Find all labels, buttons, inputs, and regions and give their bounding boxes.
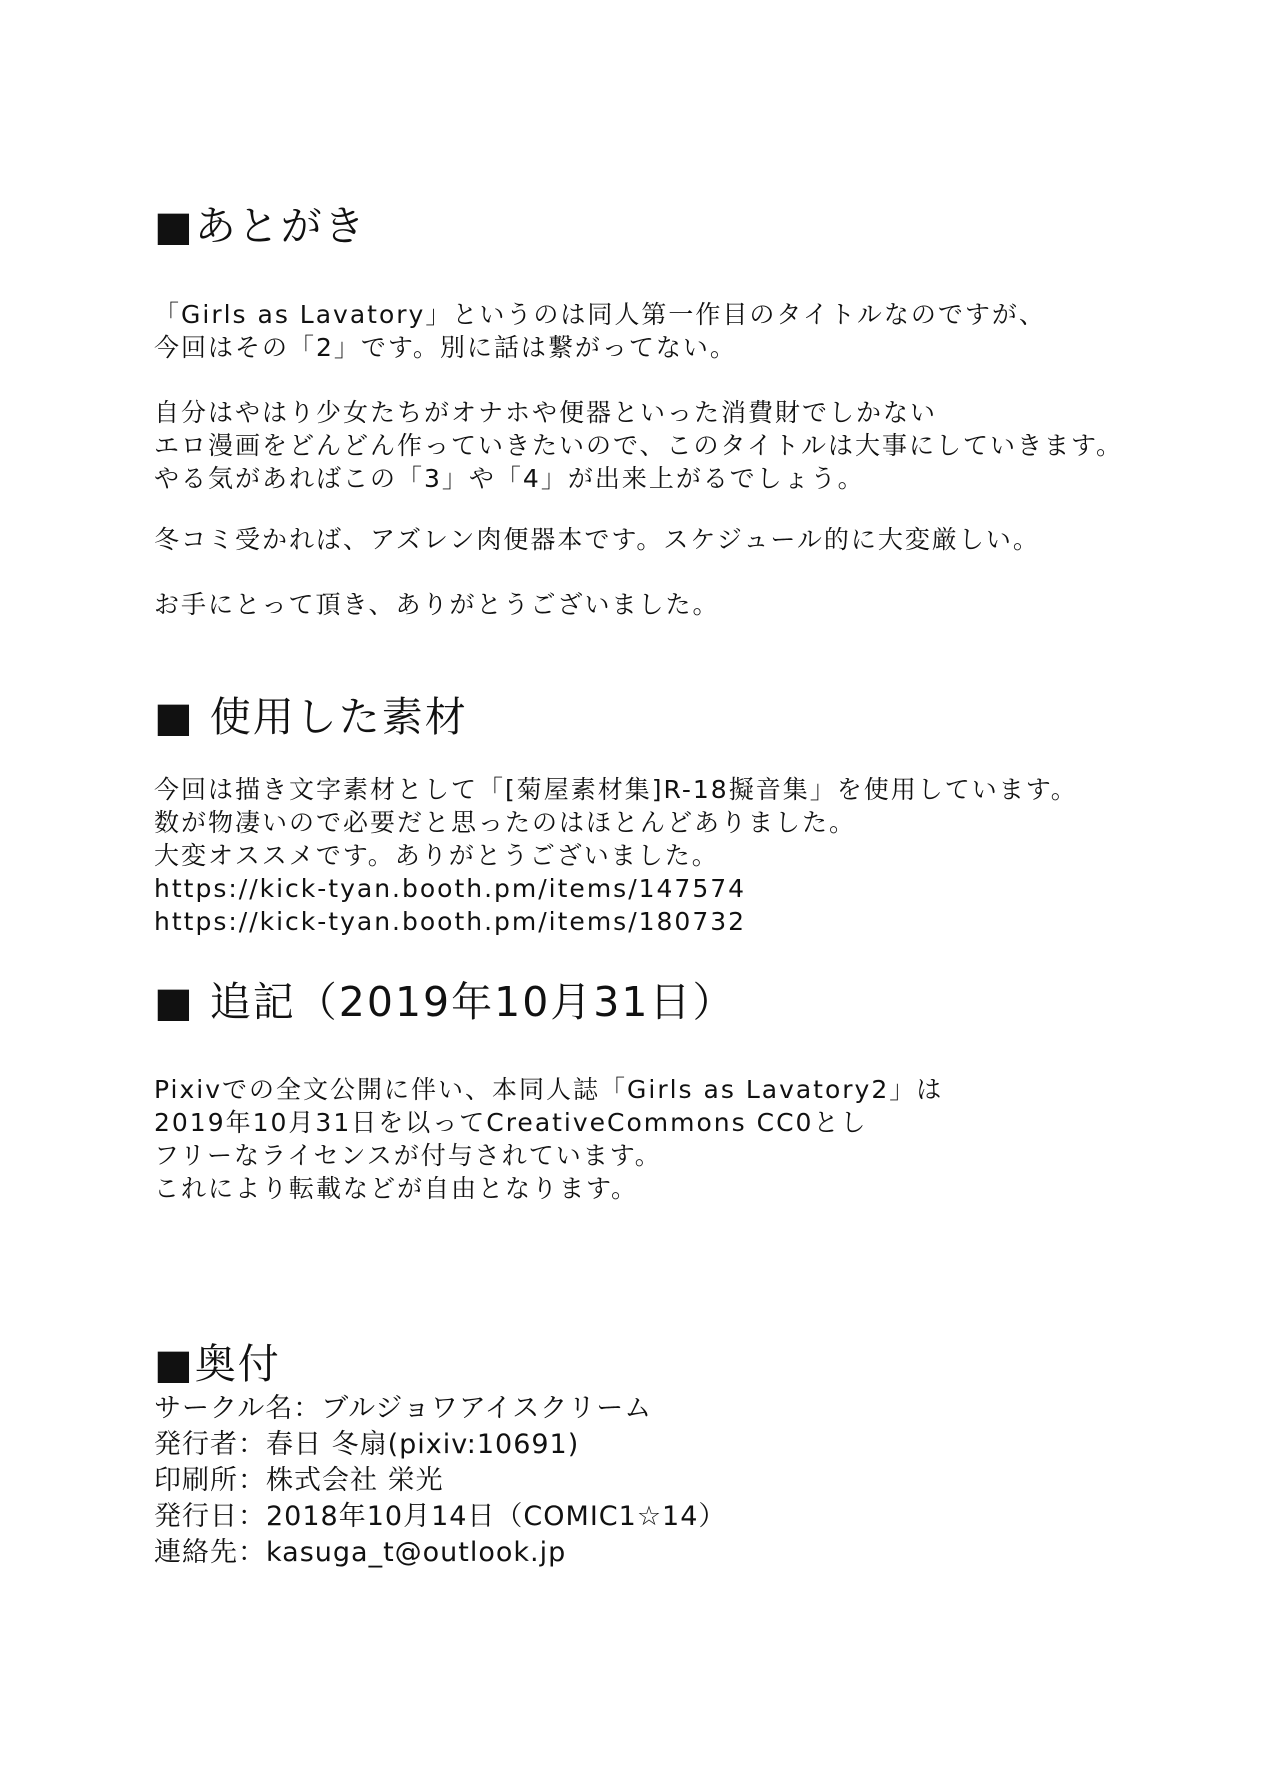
text-line: 冬コミ受かれば、アズレン肉便器本です。スケジュール的に大変厳しい。 [154, 525, 1040, 554]
afterword-heading: ■あとがき [154, 202, 367, 250]
text-line: フリーなライセンスが付与されています。 [154, 1141, 662, 1170]
colophon-circle-name: サークル名：ブルジョワアイスクリーム [154, 1393, 653, 1424]
text-line: Pixivでの全文公開に伴い、本同人誌「Girls as Lavatory2」は [154, 1075, 944, 1104]
text-line: 今回はその「2」です。別に話は繋がってない。 [154, 333, 737, 362]
text-line: エロ漫画をどんどん作っていきたいので、このタイトルは大事にしていきます。 [154, 431, 1124, 460]
postscript-heading: ■ 追記（2019年10月31日） [154, 978, 736, 1026]
material-link-1[interactable]: https://kick-tyan.booth.pm/items/147574 [154, 874, 747, 903]
text-line: 数が物凄いので必要だと思ったのはほとんどありました。 [154, 808, 857, 837]
afterword-paragraph-1 [154, 298, 1046, 364]
colophon-heading: ■奥付 [154, 1340, 281, 1388]
text-line: 今回は描き文字素材として「[菊屋素材集]R-18擬音集」を使用しています。 [154, 775, 1078, 804]
colophon-list [154, 1391, 726, 1571]
colophon-printer: 印刷所：株式会社 栄光 [154, 1465, 444, 1496]
materials-paragraph [154, 773, 1078, 938]
colophon-contact: 連絡先：kasuga_t@outlook.jp [154, 1537, 567, 1568]
text-line: やる気があればこの「3」や「4」が出来上がるでしょう。 [154, 464, 865, 493]
text-line: 2019年10月31日を以ってCreativeCommons CC0とし [154, 1108, 868, 1137]
text-line: これにより転載などが自由となります。 [154, 1174, 639, 1203]
afterword-paragraph-4 [154, 588, 720, 621]
text-line: お手にとって頂き、ありがとうございました。 [154, 590, 720, 619]
text-line: 「Girls as Lavatory」というのは同人第一作目のタイトルなのですが、 [154, 300, 1046, 329]
material-link-2[interactable]: https://kick-tyan.booth.pm/items/180732 [154, 907, 747, 936]
afterword-paragraph-3 [154, 523, 1040, 556]
afterword-paragraph-2 [154, 396, 1123, 495]
text-line: 自分はやはり少女たちがオナホや便器といった消費財でしかない [154, 398, 938, 427]
materials-heading: ■ 使用した素材 [154, 693, 468, 741]
colophon-publisher: 発行者：春日 冬扇(pixiv:10691) [154, 1429, 580, 1460]
colophon-publish-date: 発行日：2018年10月14日（COMIC1☆14） [154, 1501, 727, 1532]
text-line: 大変オススメです。ありがとうございました。 [154, 841, 719, 870]
postscript-paragraph [154, 1073, 943, 1205]
